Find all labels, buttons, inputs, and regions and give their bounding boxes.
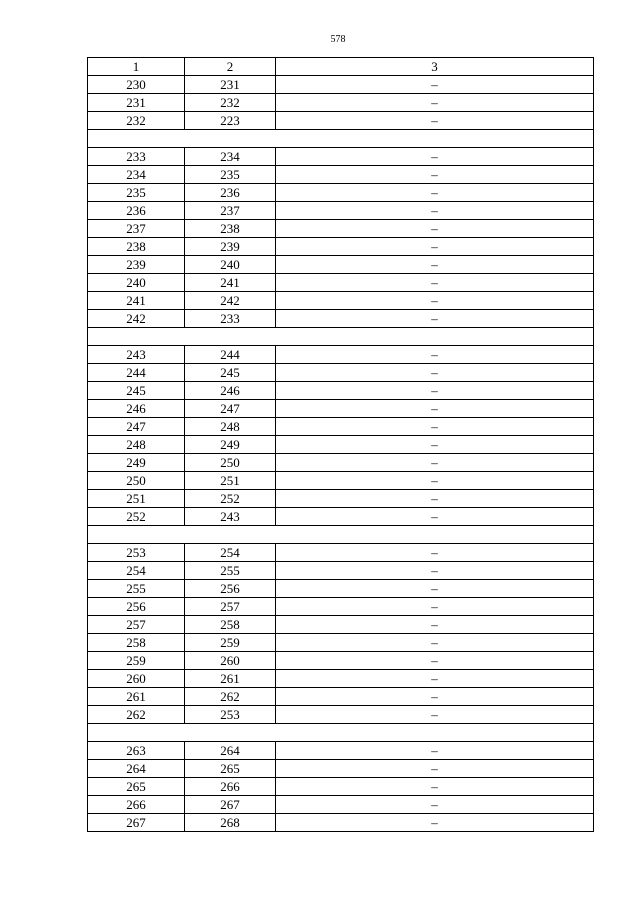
table-cell-col-2: 257 [185,598,276,616]
table-cell-col-3: – [276,148,594,166]
table-row [88,94,594,112]
table-cell-col-2: 241 [185,274,276,292]
table-row [88,166,594,184]
table-row [88,562,594,580]
table-cell-col-3: – [276,634,594,652]
table-cell-col-3: – [276,562,594,580]
table-row [88,310,594,328]
table-cell-col-3: – [276,76,594,94]
table-cell-col-2: 250 [185,454,276,472]
table-cell-col-1: 247 [88,418,185,436]
table-cell-col-3: – [276,742,594,760]
table-cell-col-1: 235 [88,184,185,202]
table-row [88,544,594,562]
table-cell-col-3: – [276,364,594,382]
table-row [88,472,594,490]
table-row [88,400,594,418]
page-number: 578 [330,34,346,45]
table-cell-col-1: 256 [88,598,185,616]
table-cell-col-3: – [276,400,594,418]
table-cell-col-1: 263 [88,742,185,760]
table-cell-col-2: 259 [185,634,276,652]
table-cell-col-3: – [276,112,594,130]
table-cell-col-1: 253 [88,544,185,562]
table-cell-col-1: 236 [88,202,185,220]
table-cell-col-2: 236 [185,184,276,202]
column-header-1: 1 [88,58,185,76]
table-row [88,616,594,634]
group-separator-cell [88,130,594,148]
table-cell-col-2: 245 [185,364,276,382]
table-row [88,454,594,472]
table-cell-col-3: – [276,814,594,832]
table-row [88,292,594,310]
table-cell-col-1: 264 [88,760,185,778]
table-cell-col-1: 266 [88,796,185,814]
table-cell-col-3: – [276,598,594,616]
data-table [87,57,594,832]
table-cell-col-3: – [276,382,594,400]
table-row [88,274,594,292]
column-header-3: 3 [276,58,594,76]
table-cell-col-1: 240 [88,274,185,292]
table-cell-col-3: – [276,688,594,706]
group-separator-cell [88,526,594,544]
table-cell-col-2: 239 [185,238,276,256]
table-cell-col-3: – [276,256,594,274]
table-cell-col-1: 246 [88,400,185,418]
table-cell-col-2: 267 [185,796,276,814]
table-cell-col-3: – [276,238,594,256]
table-cell-col-2: 258 [185,616,276,634]
table-cell-col-1: 237 [88,220,185,238]
table-cell-col-3: – [276,166,594,184]
table-cell-col-1: 262 [88,706,185,724]
table-cell-col-1: 261 [88,688,185,706]
table-cell-col-1: 238 [88,238,185,256]
table-header-row [88,58,594,76]
table-cell-col-2: 265 [185,760,276,778]
table-cell-col-3: – [276,796,594,814]
table-cell-col-3: – [276,580,594,598]
table-cell-col-1: 245 [88,382,185,400]
table-row [88,76,594,94]
table-cell-col-3: – [276,274,594,292]
table-row [88,364,594,382]
table-cell-col-3: – [276,508,594,526]
table-cell-col-1: 252 [88,508,185,526]
table-row [88,634,594,652]
table-cell-col-2: 237 [185,202,276,220]
table-cell-col-3: – [276,616,594,634]
table-cell-col-2: 255 [185,562,276,580]
group-separator-row [88,130,594,148]
table-cell-col-2: 244 [185,346,276,364]
table-row [88,418,594,436]
table-cell-col-1: 259 [88,652,185,670]
table-cell-col-1: 250 [88,472,185,490]
table-cell-col-3: – [276,454,594,472]
table-cell-col-2: 254 [185,544,276,562]
group-separator-cell [88,724,594,742]
table-cell-col-2: 253 [185,706,276,724]
table-row [88,112,594,130]
table-body [88,76,594,832]
table-cell-col-3: – [276,346,594,364]
table-cell-col-3: – [276,778,594,796]
table-cell-col-1: 265 [88,778,185,796]
table-row [88,256,594,274]
table-cell-col-3: – [276,202,594,220]
table-cell-col-2: 240 [185,256,276,274]
group-separator-cell [88,328,594,346]
table-cell-col-3: – [276,220,594,238]
table-row [88,220,594,238]
table-cell-col-2: 261 [185,670,276,688]
table-cell-col-1: 258 [88,634,185,652]
table-row [88,382,594,400]
table-row [88,490,594,508]
table-cell-col-2: 247 [185,400,276,418]
table-cell-col-1: 251 [88,490,185,508]
table-row [88,652,594,670]
table-cell-col-1: 249 [88,454,185,472]
table-cell-col-2: 234 [185,148,276,166]
table-row [88,436,594,454]
table-cell-col-2: 238 [185,220,276,238]
table-cell-col-3: – [276,670,594,688]
table-cell-col-3: – [276,292,594,310]
table-cell-col-3: – [276,490,594,508]
table-cell-col-1: 254 [88,562,185,580]
table-row [88,238,594,256]
table-cell-col-3: – [276,652,594,670]
table-cell-col-3: – [276,418,594,436]
table-cell-col-3: – [276,436,594,454]
table-cell-col-1: 233 [88,148,185,166]
table-cell-col-2: 251 [185,472,276,490]
table-cell-col-2: 266 [185,778,276,796]
table-cell-col-3: – [276,706,594,724]
table-row [88,184,594,202]
table-cell-col-1: 244 [88,364,185,382]
table-cell-col-2: 231 [185,76,276,94]
table-cell-col-2: 223 [185,112,276,130]
table-cell-col-3: – [276,310,594,328]
table-cell-col-2: 249 [185,436,276,454]
table-cell-col-1: 241 [88,292,185,310]
table-cell-col-2: 268 [185,814,276,832]
table-row [88,778,594,796]
table-row [88,202,594,220]
table-cell-col-2: 248 [185,418,276,436]
table-cell-col-1: 232 [88,112,185,130]
table-cell-col-1: 248 [88,436,185,454]
table-cell-col-3: – [276,94,594,112]
table-row [88,688,594,706]
column-header-2: 2 [185,58,276,76]
table-row [88,580,594,598]
table-row [88,598,594,616]
table-row [88,148,594,166]
table-cell-col-1: 243 [88,346,185,364]
table-cell-col-2: 233 [185,310,276,328]
table-cell-col-3: – [276,184,594,202]
table-row [88,760,594,778]
table-row [88,796,594,814]
table-cell-col-2: 242 [185,292,276,310]
table-cell-col-3: – [276,472,594,490]
table-cell-col-2: 246 [185,382,276,400]
table-cell-col-2: 235 [185,166,276,184]
table-cell-col-1: 257 [88,616,185,634]
table-cell-col-1: 239 [88,256,185,274]
table-cell-col-2: 243 [185,508,276,526]
table-cell-col-2: 262 [185,688,276,706]
table-cell-col-3: – [276,760,594,778]
table-cell-col-3: – [276,544,594,562]
table-cell-col-1: 234 [88,166,185,184]
group-separator-row [88,328,594,346]
table-cell-col-1: 231 [88,94,185,112]
table-row [88,814,594,832]
group-separator-row [88,724,594,742]
table-cell-col-2: 232 [185,94,276,112]
group-separator-row [88,526,594,544]
table-cell-col-1: 242 [88,310,185,328]
table-cell-col-1: 255 [88,580,185,598]
table-cell-col-2: 252 [185,490,276,508]
table-cell-col-1: 260 [88,670,185,688]
table-row [88,706,594,724]
table-row [88,508,594,526]
table-row [88,670,594,688]
table-cell-col-2: 260 [185,652,276,670]
table-row [88,346,594,364]
table-row [88,742,594,760]
table-cell-col-1: 230 [88,76,185,94]
table-cell-col-1: 267 [88,814,185,832]
table-cell-col-2: 264 [185,742,276,760]
table-cell-col-2: 256 [185,580,276,598]
